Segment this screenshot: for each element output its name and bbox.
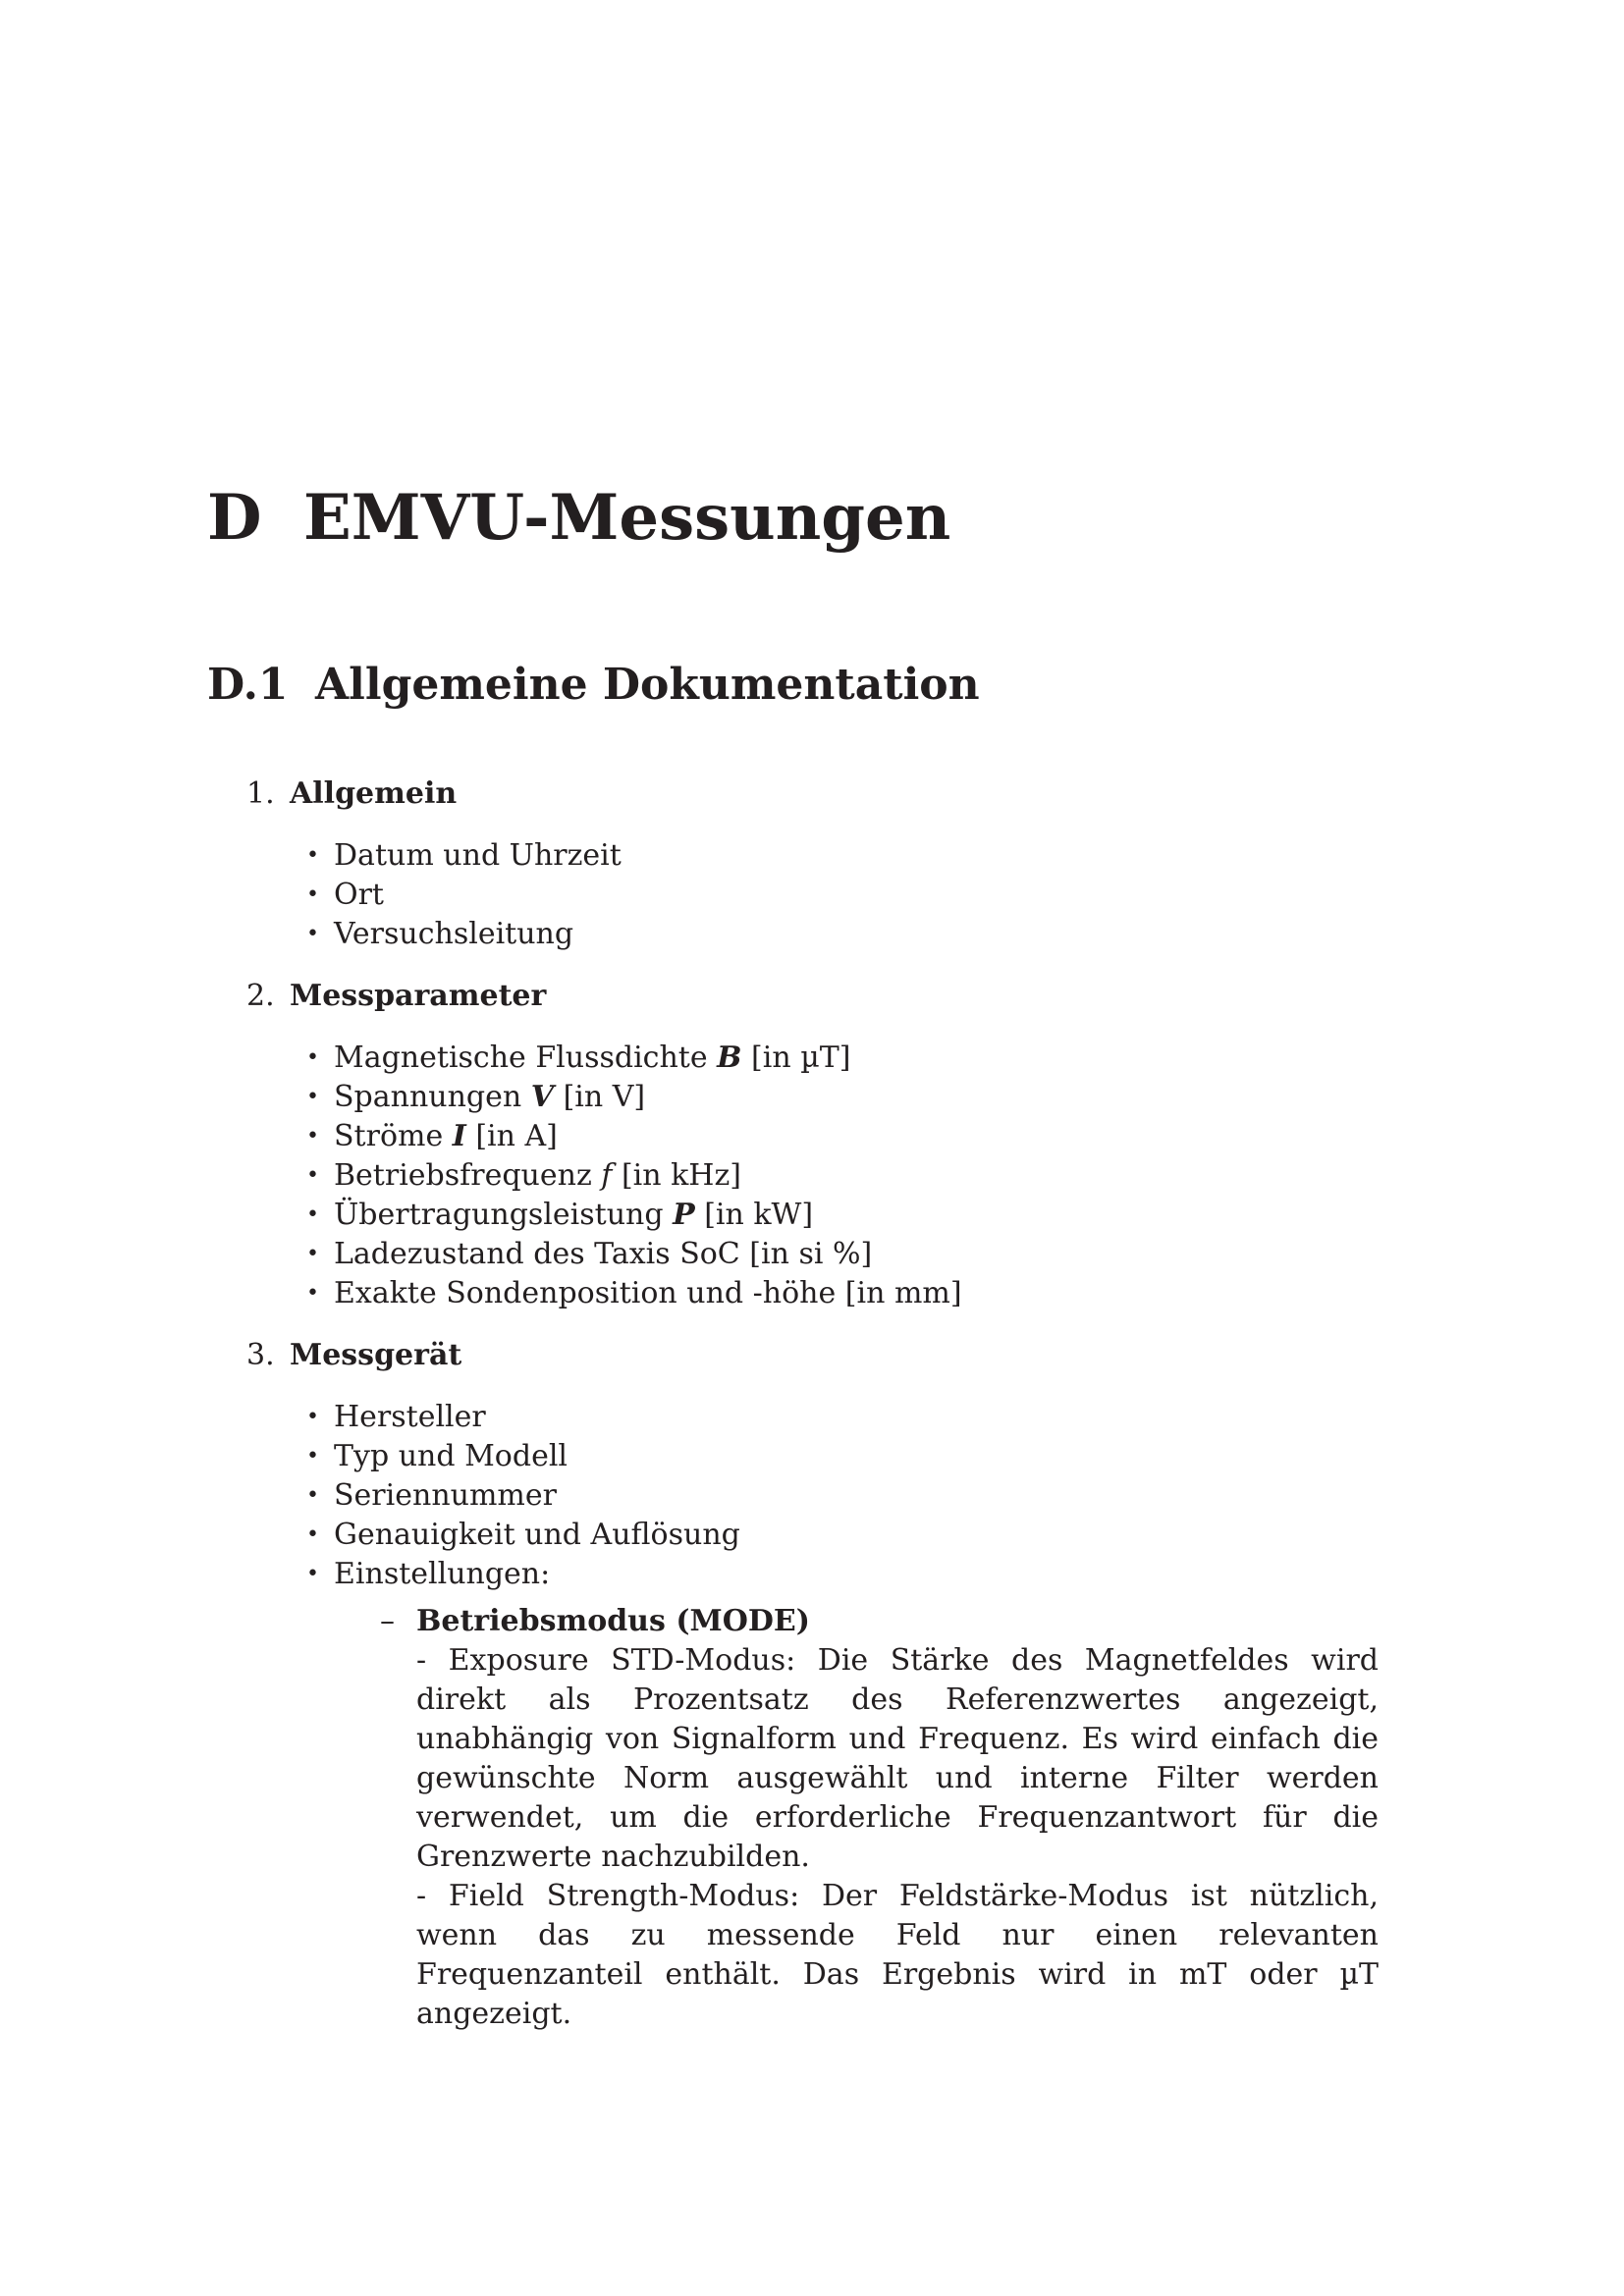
enum-item-allgemein xyxy=(246,776,458,811)
section-title: Allgemeine Dokumentation xyxy=(315,660,980,710)
allgemein-list xyxy=(306,836,622,954)
math-symbol: I xyxy=(452,1119,466,1153)
list-item: • Ströme I [in A] xyxy=(334,1117,962,1156)
list-item: • Typ und Modell xyxy=(334,1437,740,1476)
list-item: • Magnetische Flussdichte B [in µT] xyxy=(334,1039,962,1078)
enum-number: 2. xyxy=(246,979,275,1013)
bullet-icon: • xyxy=(306,1281,319,1306)
bullet-icon: • xyxy=(306,922,319,946)
math-symbol: f xyxy=(601,1158,613,1193)
list-item: • Ort xyxy=(334,876,622,915)
bullet-icon: • xyxy=(306,1124,319,1148)
list-item: • Übertragungsleistung P [in kW] xyxy=(334,1196,962,1235)
math-symbol: V xyxy=(530,1080,555,1114)
settings-paragraph-exposure: - Exposure STD-Modus: Die Stärke des Magnetfeldes wird direkt als Prozentsatz des Referenzwertes angezeigt, unabhängig von Signalform und Frequenz. Es wird einfach die gewünschte Norm ausgewählt und interne Filter werden verwendet, um die erforderliche Frequenzantwort für die Grenzwerte nachzubilden. xyxy=(416,1643,1379,1874)
messgeraet-list xyxy=(306,1398,740,1594)
list-item: • Genauigkeit und Auflösung xyxy=(334,1516,740,1555)
enum-title: Messgerät xyxy=(290,1338,462,1372)
bullet-icon: • xyxy=(306,1242,319,1266)
dash-icon: – xyxy=(380,1604,395,1638)
settings-subitem xyxy=(380,1602,1379,2034)
bullet-icon: • xyxy=(306,1202,319,1227)
settings-paragraph-field-strength: - Field Strength-Modus: Der Feldstärke-Modus ist nützlich, wenn das zu messende Feld nur einen relevanten Frequenzanteil enthält. Das Ergebnis wird in mT oder µT angezeigt. xyxy=(416,1879,1379,2031)
messparameter-list xyxy=(306,1039,962,1313)
list-item: • Hersteller xyxy=(334,1398,740,1437)
chapter-number: D xyxy=(207,481,262,555)
list-item: • Spannungen V [in V] xyxy=(334,1078,962,1117)
enum-number: 3. xyxy=(246,1338,275,1372)
enum-title: Allgemein xyxy=(290,776,458,811)
list-item: • Ladezustand des Taxis SoC [in si %] xyxy=(334,1235,962,1274)
chapter-title: EMVU-Messungen xyxy=(303,481,951,555)
bullet-icon: • xyxy=(306,843,319,868)
list-item: • Exakte Sondenposition und -höhe [in mm] xyxy=(334,1274,962,1313)
enum-title: Messparameter xyxy=(290,979,547,1013)
list-item: • Versuchsleitung xyxy=(334,915,622,954)
list-item: • Seriennummer xyxy=(334,1476,740,1516)
settings-heading: Betriebsmodus (MODE) xyxy=(416,1604,810,1638)
bullet-icon: • xyxy=(306,1045,319,1070)
bullet-icon: • xyxy=(306,1085,319,1109)
bullet-icon: • xyxy=(306,1444,319,1468)
bullet-icon: • xyxy=(306,1483,319,1508)
bullet-icon: • xyxy=(306,1405,319,1429)
math-symbol: P xyxy=(673,1198,695,1232)
bullet-icon: • xyxy=(306,1562,319,1586)
chapter-heading xyxy=(207,481,951,555)
list-item: • Betriebsfrequenz f [in kHz] xyxy=(334,1156,962,1196)
bullet-icon: • xyxy=(306,1522,319,1547)
enum-item-messparameter xyxy=(246,979,547,1013)
math-symbol: B xyxy=(717,1041,742,1075)
bullet-icon: • xyxy=(306,1163,319,1188)
list-item: • Datum und Uhrzeit xyxy=(334,836,622,876)
bullet-icon: • xyxy=(306,882,319,907)
enum-item-messgeraet xyxy=(246,1338,462,1372)
section-number: D.1 xyxy=(207,660,289,710)
enum-number: 1. xyxy=(246,776,275,811)
section-heading xyxy=(207,660,980,710)
list-item: • Einstellungen: xyxy=(334,1555,740,1594)
